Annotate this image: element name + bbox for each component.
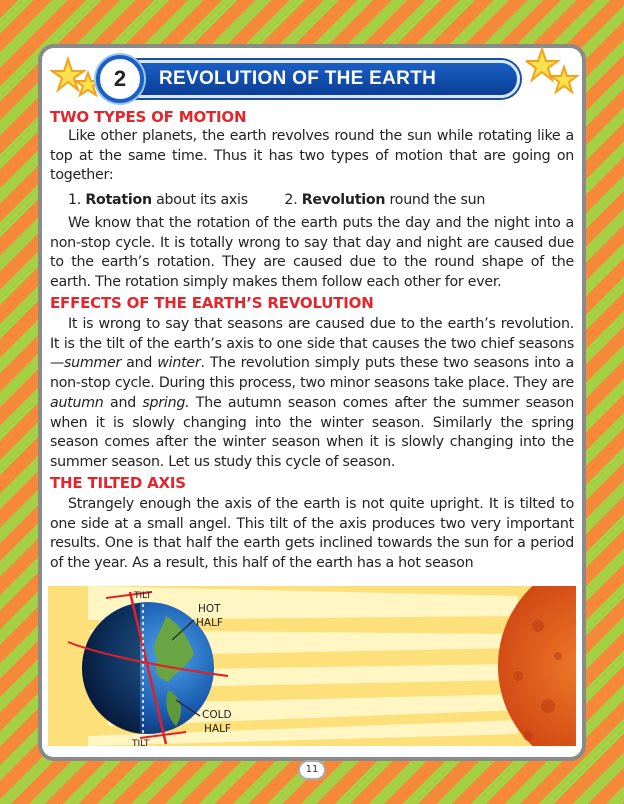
label-tilt-bottom: TILT xyxy=(132,739,150,746)
section-heading-motion: TWO TYPES OF MOTION xyxy=(50,108,247,126)
label-cold-half: HALF xyxy=(204,723,231,735)
page-number: 11 xyxy=(298,760,326,780)
paragraph-tilt: Strangely enough the axis of the earth is not quite upright. It is tilted to one side at a small angel. This tilt of the axis produces two very important results. One is that half the earth gets inclined towards the sun for a period of the year. As a result, this half of the earth has a hot season xyxy=(50,496,574,572)
paragraph-seasons: It is wrong to say that seasons are caused due to the earth’s revolution. It is the tilt of the earth’s axis to one side that causes the two chief seasons—summer and winter. The revolution simply puts these two seasons into a non-stop cycle. During this process, two minor seasons take place. They are autumn and spring. The autumn season comes after the summer season when it is slowly changing into the winter season. Similarly the spring season comes after the winter season when it is slowly changing into the summer season. Let us study this cycle of season. xyxy=(50,316,574,470)
label-tilt-top: TILT xyxy=(134,591,152,601)
section-heading-tilt: THE TILTED AXIS xyxy=(50,474,186,492)
section-heading-revolution: EFFECTS OF THE EARTH’S REVOLUTION xyxy=(50,294,374,312)
star-right-icon xyxy=(526,47,580,103)
label-hot-half: HALF xyxy=(196,617,223,629)
chapter-title: REVOLUTION OF THE EARTH xyxy=(159,68,437,89)
tilt-diagram xyxy=(48,586,576,746)
paragraph-rotation: We know that the rotation of the earth puts the day and the night into a non-stop cycle. It is totally wrong to say that day and night are caused due to the earth’s rotation. They are caused due to the round shape of the earth. The rotation simply makes them follow each other for ever. xyxy=(50,215,574,291)
list-item: 1. Rotation about its axis xyxy=(68,192,248,208)
motion-list xyxy=(68,192,485,208)
list-item: 2. Revolution round the sun xyxy=(284,192,486,208)
label-cold: COLD xyxy=(202,709,232,721)
diagram-svg xyxy=(48,586,576,746)
chapter-banner xyxy=(108,60,520,98)
label-hot: HOT xyxy=(198,603,221,615)
chapter-number: 2 xyxy=(96,55,144,103)
paragraph-intro: Like other planets, the earth revolves round the sun while rotating like a top at the same time. Thus it has two types of motion that are going on together: xyxy=(50,128,574,184)
